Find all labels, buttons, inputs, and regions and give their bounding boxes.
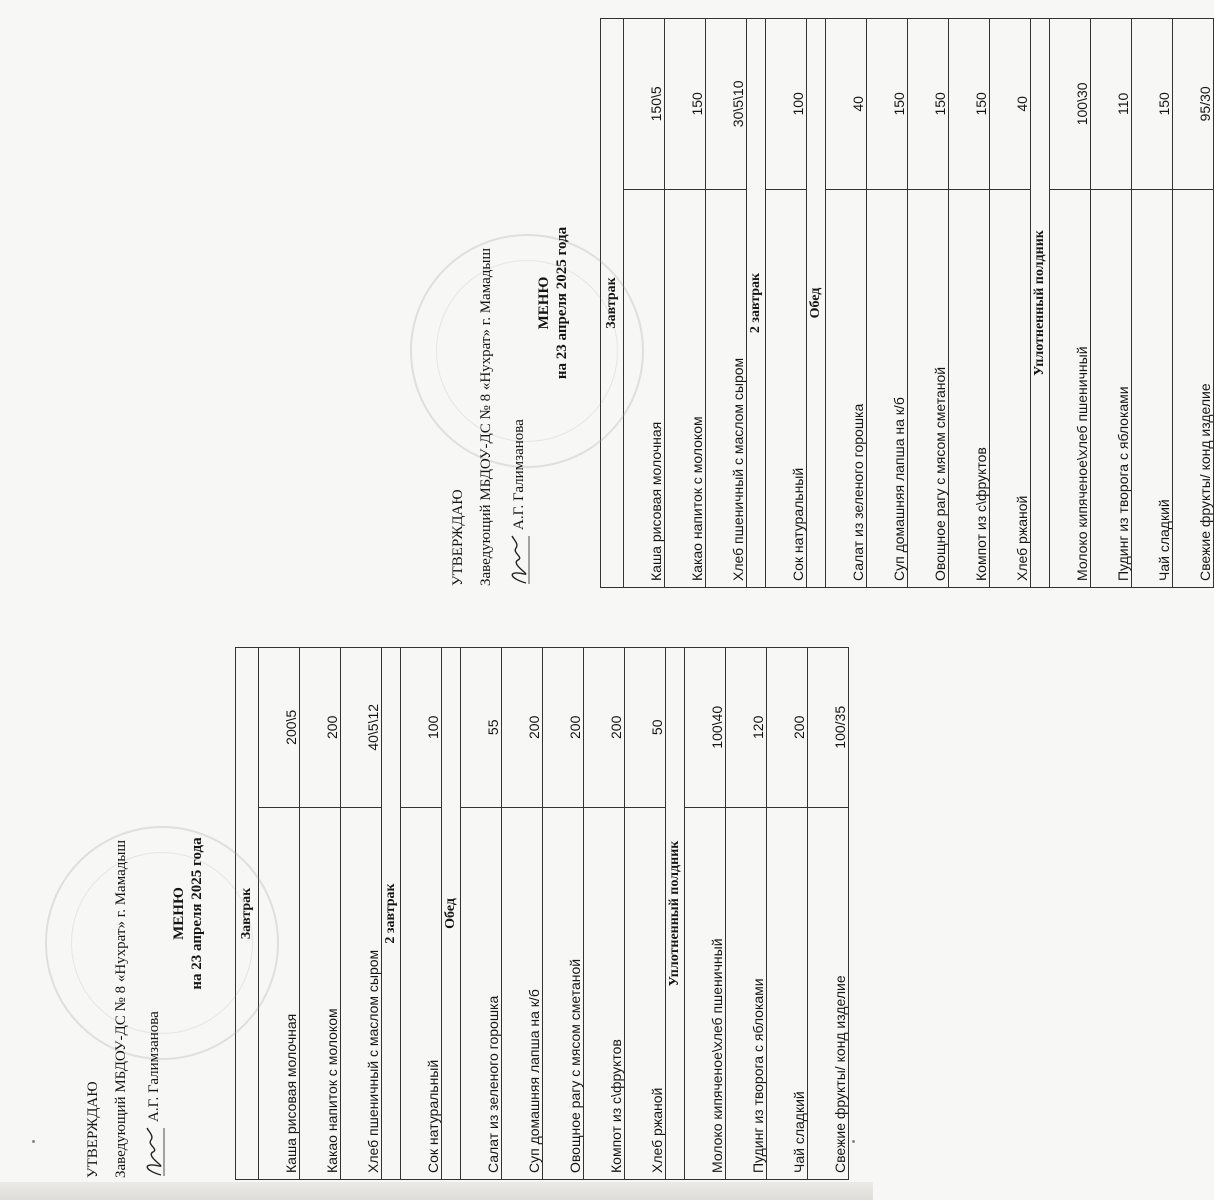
table-row <box>502 648 543 1180</box>
table-row <box>767 648 808 1180</box>
scan-speck <box>852 1140 855 1143</box>
scan-edge <box>0 1182 873 1200</box>
portion-value: 200 <box>584 648 625 808</box>
table-row <box>461 648 502 1180</box>
dish-name: Какао напиток с молоком <box>665 189 706 587</box>
section-row <box>666 648 685 1180</box>
dish-name: Пудинг из творога с яблоками <box>1091 189 1132 587</box>
portion-value: 200 <box>543 648 584 808</box>
section-second-breakfast: 2 завтрак <box>382 648 401 1180</box>
signer-name: А.Г. Галимзанова <box>145 1011 162 1122</box>
dish-name: Хлеб пшеничный с маслом сыром <box>341 807 382 1179</box>
signature-icon <box>504 534 534 586</box>
table-row <box>300 648 341 1180</box>
portion-value: 100 <box>401 648 442 808</box>
table-row <box>726 648 767 1180</box>
portion-value: 100\40 <box>685 648 726 808</box>
head-position: Заведующий МБДОУ-ДС № 8 «Нухрат» г. Мамадыш <box>113 839 129 1178</box>
dish-name: Какао напиток с молоком <box>300 807 341 1179</box>
section-lunch: Обед <box>807 19 826 588</box>
table-row <box>401 648 442 1180</box>
signature-icon <box>139 1126 169 1178</box>
table-row <box>949 19 990 588</box>
signature-line <box>139 1011 169 1178</box>
approval-header <box>75 647 235 1180</box>
table-row <box>543 648 584 1180</box>
menu-table <box>600 18 1214 588</box>
scan-speck <box>32 1140 35 1143</box>
table-row <box>1091 19 1132 588</box>
portion-value: 110 <box>1091 19 1132 190</box>
section-lunch: Обед <box>442 648 461 1180</box>
table-row <box>826 19 867 588</box>
table-row <box>625 648 666 1180</box>
table-row <box>867 19 908 588</box>
portion-value: 200 <box>767 648 808 808</box>
portion-value: 30\5\10 <box>706 19 747 190</box>
table-row <box>990 19 1031 588</box>
dish-name: Каша рисовая молочная <box>624 189 665 587</box>
portion-value: 150 <box>908 19 949 190</box>
section-row <box>442 648 461 1180</box>
dish-name: Компот из с\фруктов <box>949 189 990 587</box>
menu-document-1 <box>75 647 848 1180</box>
portion-value: 100 <box>766 19 807 190</box>
table-row <box>706 19 747 588</box>
approval-label: УТВЕРЖДАЮ <box>450 489 466 586</box>
dish-name: Хлеб ржаной <box>625 807 666 1179</box>
portion-value: 200\5 <box>259 648 300 808</box>
approval-header <box>440 18 600 588</box>
menu-document-2 <box>440 18 1213 588</box>
portion-value: 40 <box>826 19 867 190</box>
table-row <box>808 648 849 1180</box>
dish-name: Овощное рагу с мясом сметаной <box>908 189 949 587</box>
dish-name: Чай сладкий <box>767 807 808 1179</box>
portion-value: 40 <box>990 19 1031 190</box>
section-breakfast: Завтрак <box>236 648 259 1180</box>
signer-name: А.Г. Галимзанова <box>510 419 527 530</box>
table-row <box>1132 19 1173 588</box>
table-row <box>1173 19 1214 588</box>
table-row <box>1050 19 1091 588</box>
dish-name: Сок натуральный <box>766 189 807 587</box>
dish-name: Молоко кипяченое\хлеб пшеничный <box>685 807 726 1179</box>
menu-title: МЕНЮ <box>536 276 552 330</box>
menu-date: на 23 апреля 2025 года <box>189 837 205 990</box>
table-row <box>908 19 949 588</box>
dish-name: Салат из зеленого горошка <box>826 189 867 587</box>
portion-value: 55 <box>461 648 502 808</box>
table-row <box>341 648 382 1180</box>
section-row <box>1031 19 1050 588</box>
portion-value: 150\5 <box>624 19 665 190</box>
section-row <box>382 648 401 1180</box>
portion-value: 150 <box>665 19 706 190</box>
portion-value: 95/30 <box>1173 19 1214 190</box>
portion-value: 40\5\12 <box>341 648 382 808</box>
portion-value: 200 <box>502 648 543 808</box>
dish-name: Салат из зеленого горошка <box>461 807 502 1179</box>
menu-title: МЕНЮ <box>171 887 187 940</box>
signature-line <box>504 419 534 586</box>
section-row <box>807 19 826 588</box>
portion-value: 100/35 <box>808 648 849 808</box>
dish-name: Чай сладкий <box>1132 189 1173 587</box>
portion-value: 150 <box>867 19 908 190</box>
dish-name: Суп домашняя лапша на к/б <box>502 807 543 1179</box>
menu-date: на 23 апреля 2025 года <box>554 226 570 380</box>
section-second-breakfast: 2 завтрак <box>747 19 766 588</box>
section-row <box>747 19 766 588</box>
dish-name: Пудинг из творога с яблоками <box>726 807 767 1179</box>
table-row <box>685 648 726 1180</box>
portion-value: 150 <box>949 19 990 190</box>
dish-name: Молоко кипяченое\хлеб пшеничный <box>1050 189 1091 587</box>
portion-value: 200 <box>300 648 341 808</box>
table-row <box>665 19 706 588</box>
dish-name: Овощное рагу с мясом сметаной <box>543 807 584 1179</box>
table-row <box>766 19 807 588</box>
section-snack: Уплотненный полдник <box>666 648 685 1180</box>
dish-name: Свежие фрукты/ конд изделие <box>808 807 849 1179</box>
section-snack: Уплотненный полдник <box>1031 19 1050 588</box>
menu-table <box>235 647 849 1180</box>
portion-value: 50 <box>625 648 666 808</box>
dish-name: Свежие фрукты/ конд изделие <box>1173 189 1214 587</box>
portion-value: 100\30 <box>1050 19 1091 190</box>
dish-name: Сок натуральный <box>401 807 442 1179</box>
dish-name: Суп домашняя лапша на к/б <box>867 189 908 587</box>
dish-name: Хлеб пшеничный с маслом сыром <box>706 189 747 587</box>
dish-name: Каша рисовая молочная <box>259 807 300 1179</box>
portion-value: 150 <box>1132 19 1173 190</box>
approval-label: УТВЕРЖДАЮ <box>85 1081 101 1178</box>
head-position: Заведующий МБДОУ-ДС № 8 «Нухрат» г. Мамадыш <box>478 247 494 586</box>
table-row <box>584 648 625 1180</box>
dish-name: Хлеб ржаной <box>990 189 1031 587</box>
portion-value: 120 <box>726 648 767 808</box>
dish-name: Компот из с\фруктов <box>584 807 625 1179</box>
section-breakfast: Завтрак <box>601 19 624 588</box>
